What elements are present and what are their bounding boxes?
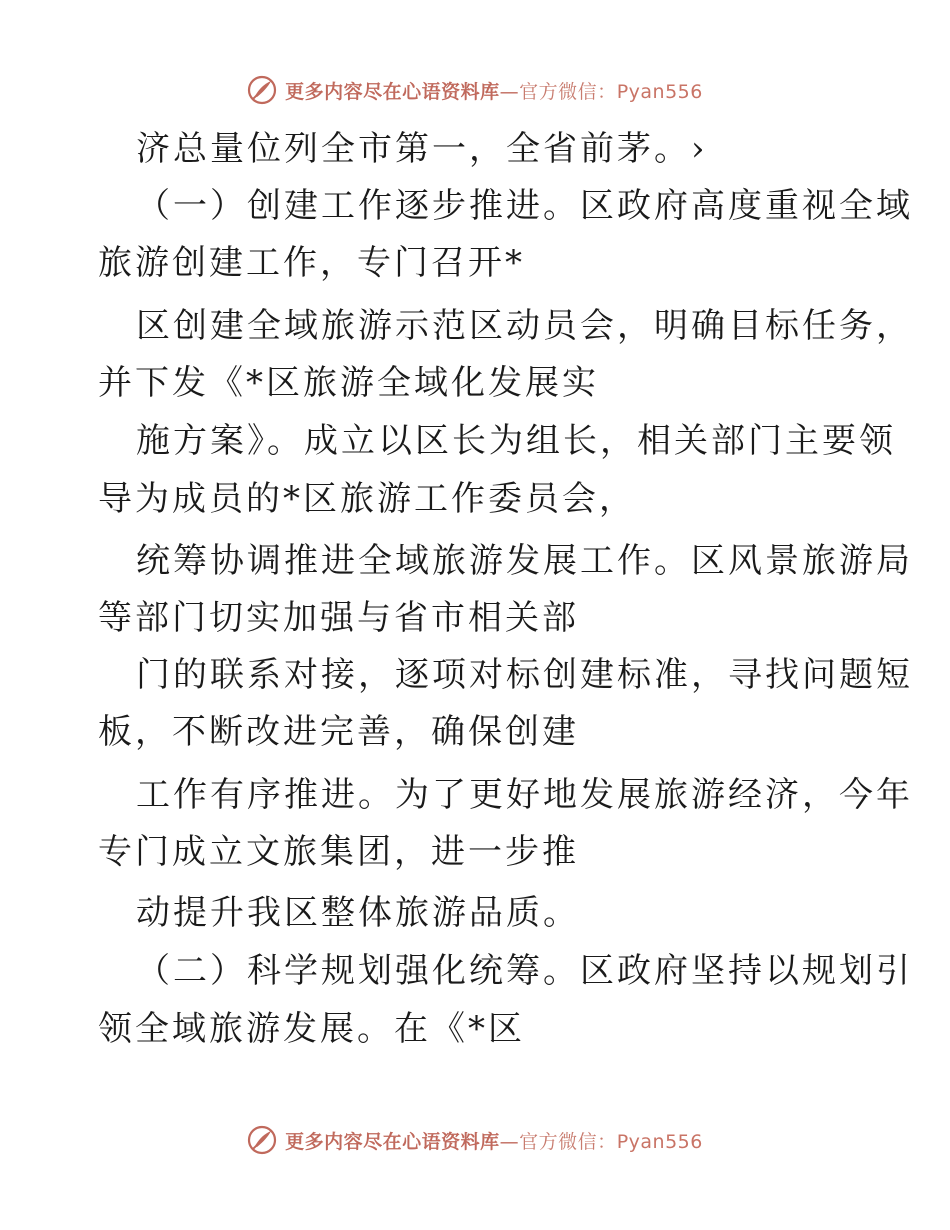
watermark-brand: 更多内容尽在心语资料库 xyxy=(285,80,500,103)
text-line: 并下发《*区旅游全域化发展实 xyxy=(98,363,599,403)
watermark-text xyxy=(285,77,703,104)
text-line: 门的联系对接，逐项对标创建标准，寻找问题短 xyxy=(136,655,913,695)
watermark-suffix: 官方微信： xyxy=(519,80,617,103)
header-watermark xyxy=(0,70,950,110)
text-line: 区创建全域旅游示范区动员会，明确目标任务， xyxy=(136,306,913,346)
text-line: 等部门切实加强与省市相关部 xyxy=(98,598,579,638)
text-line: 导为成员的*区旅游工作委员会， xyxy=(98,479,636,519)
watermark-text xyxy=(285,1127,703,1154)
text-line: 工作有序推进。为了更好地发展旅游经济，今年 xyxy=(136,775,913,815)
watermark-separator: — xyxy=(499,1130,520,1153)
watermark-suffix: 官方微信： xyxy=(519,1130,617,1153)
watermark-wechat-id: Pyan556 xyxy=(616,80,703,103)
text-line: 领全域旅游发展。在《*区 xyxy=(98,1009,525,1049)
quill-logo-icon xyxy=(247,75,277,105)
text-line: 动提升我区整体旅游品质。 xyxy=(136,893,580,933)
text-line: 济总量位列全市第一，全省前茅。› xyxy=(136,129,708,169)
text-line: 旅游创建工作，专门召开* xyxy=(98,243,525,283)
watermark-wechat-id: Pyan556 xyxy=(616,1130,703,1153)
text-line: 板，不断改进完善，确保创建 xyxy=(98,712,579,752)
footer-watermark xyxy=(0,1120,950,1160)
text-line: （二）科学规划强化统筹。区政府坚持以规划引 xyxy=(136,951,913,991)
text-line: 施方案》。成立以区长为组长，相关部门主要领 xyxy=(136,421,896,461)
text-line: （一）创建工作逐步推进。区政府高度重视全域 xyxy=(136,186,913,226)
quill-logo-icon xyxy=(247,1125,277,1155)
text-line: 专门成立文旅集团，进一步推 xyxy=(98,832,579,872)
watermark-brand: 更多内容尽在心语资料库 xyxy=(285,1130,500,1153)
watermark-separator: — xyxy=(499,80,520,103)
text-line: 统筹协调推进全域旅游发展工作。区风景旅游局 xyxy=(136,541,913,581)
